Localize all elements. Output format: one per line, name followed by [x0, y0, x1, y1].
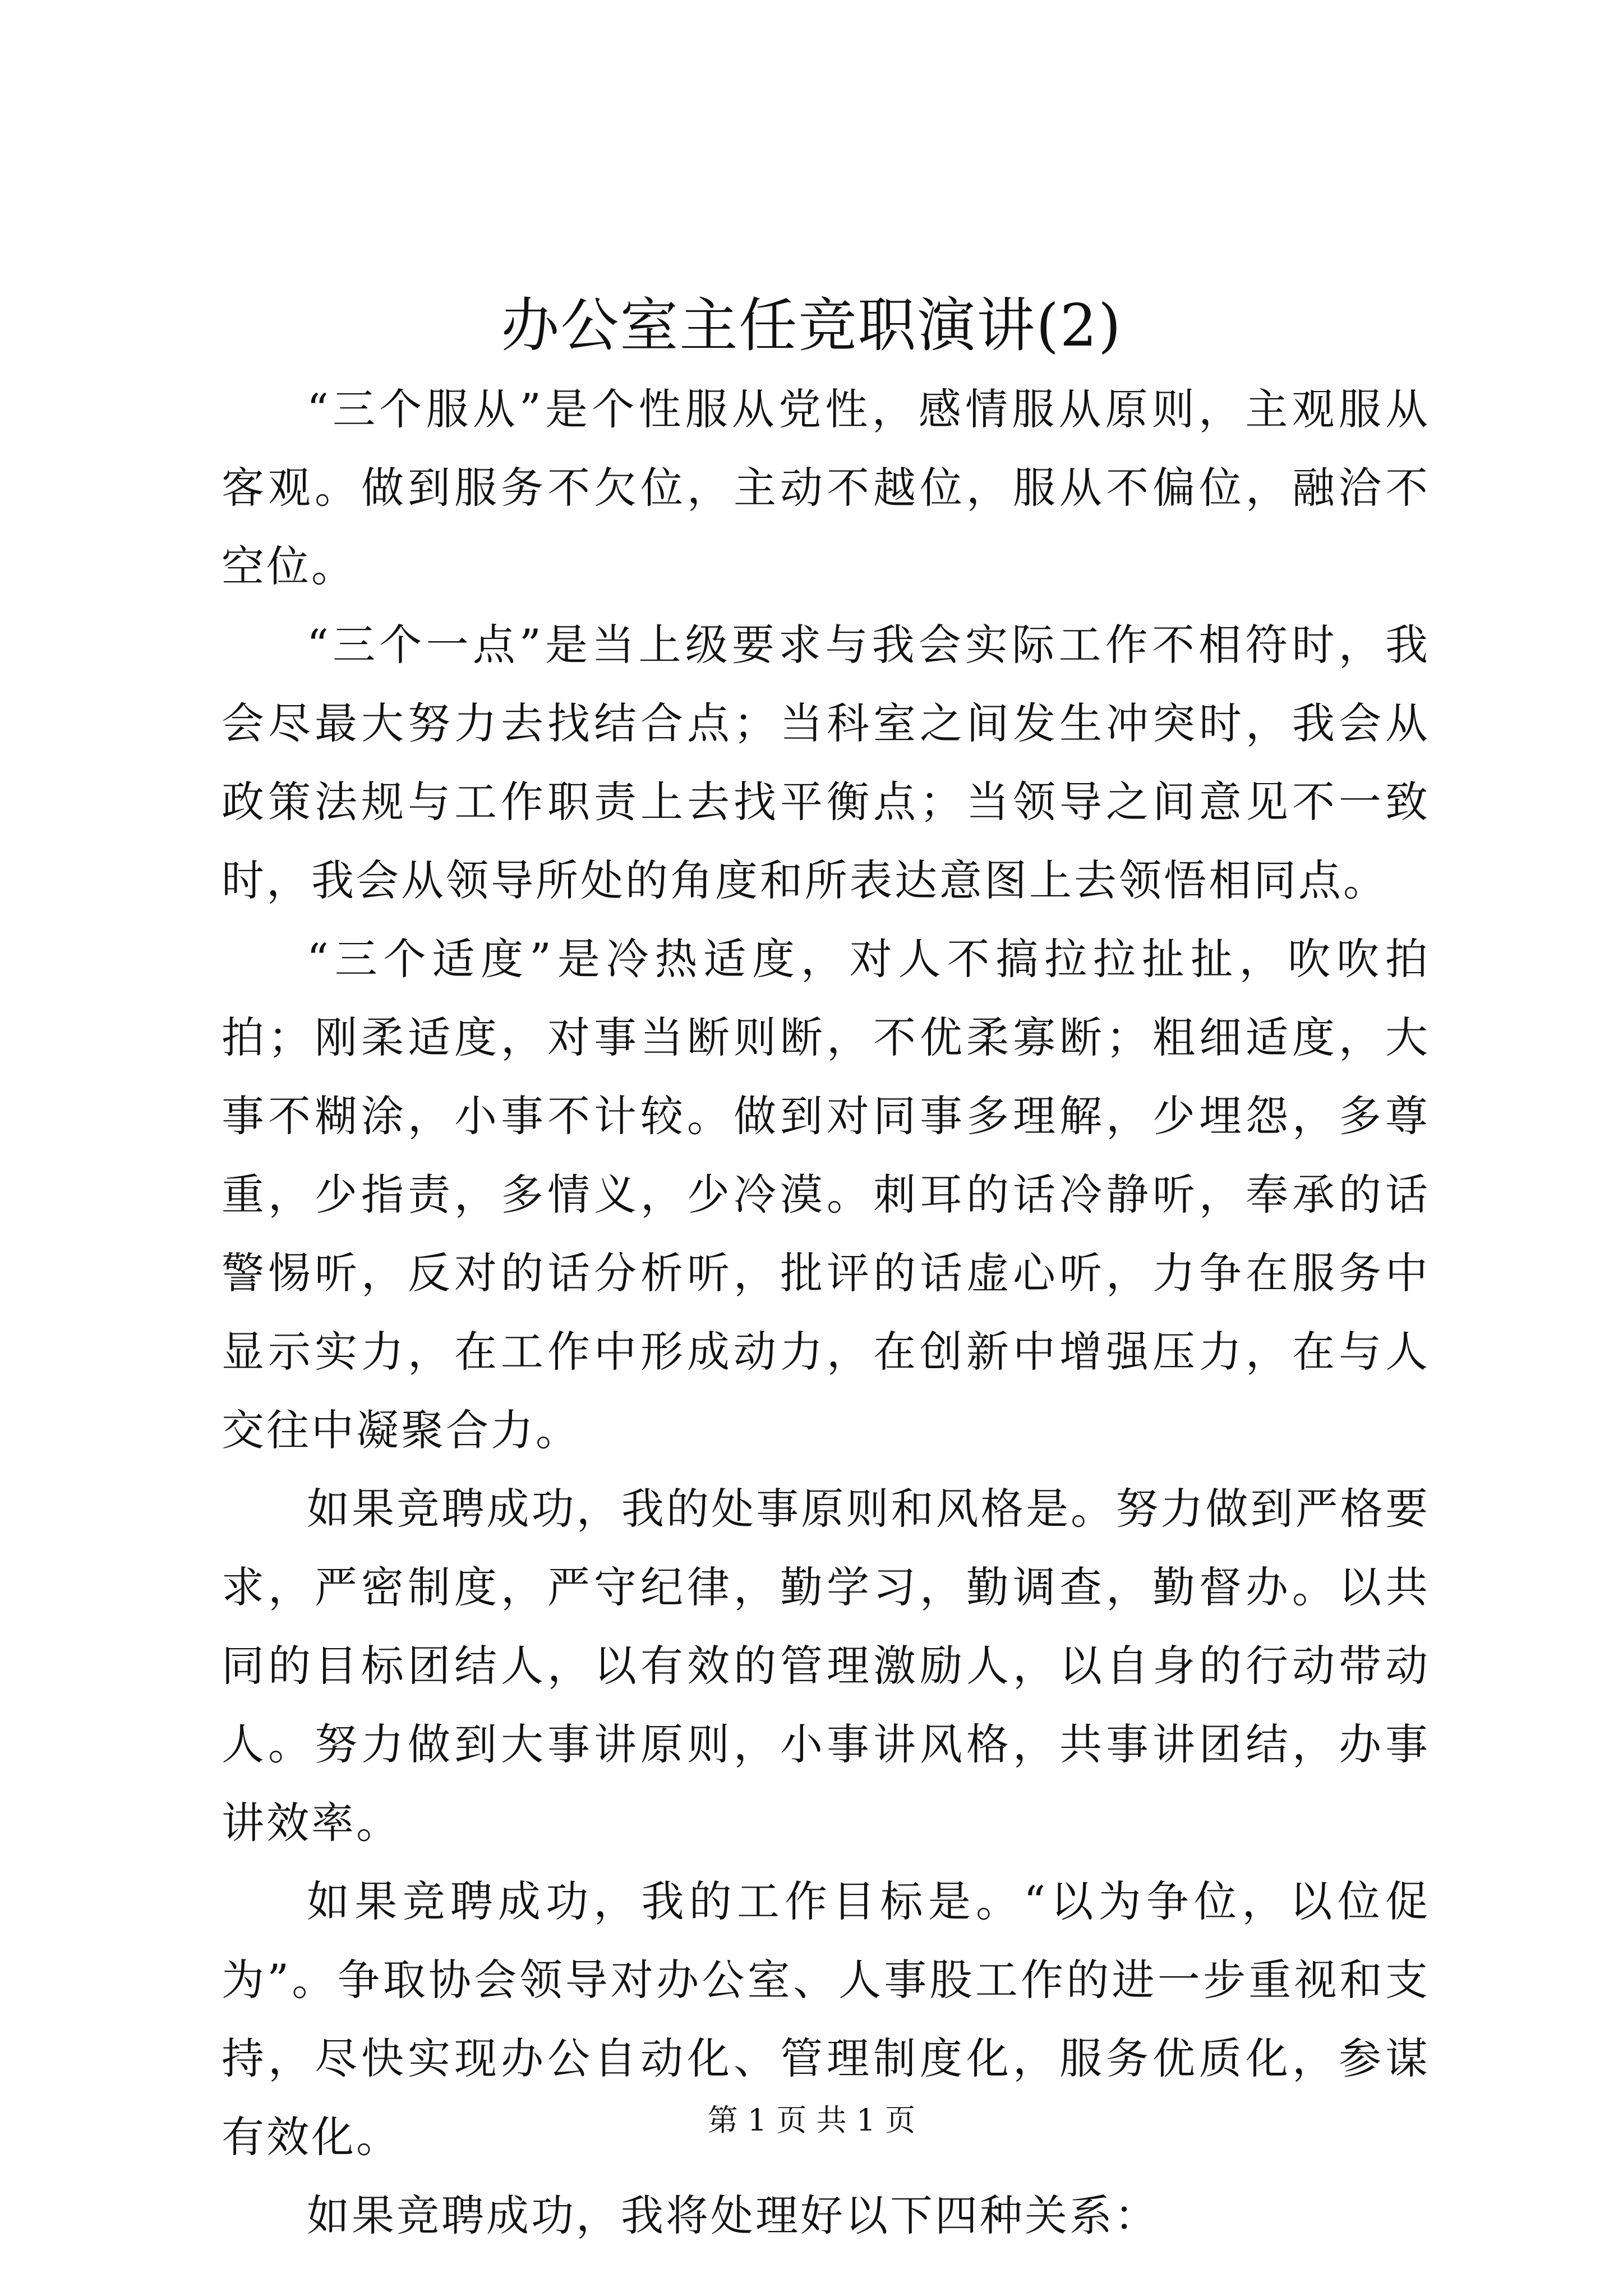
- paragraph-principles-and-style: 如果竞聘成功，我的处事原则和风格是。努力做到严格要求，严密制度，严守纪律，勤学习，勤调查，勤督办。以共同的目标团结人，以有效的管理激励人，以自身的行动带动人。努力做到大事讲原则，小事讲风格，共事讲团结，办事讲效率。: [222, 1484, 1430, 1848]
- paragraph-work-goals: 如果竞聘成功，我的工作目标是。“以为争位，以位促为”。争取协会领导对办公室、人事股工作的进一步重视和支持，尽快实现办公自动化、管理制度化，服务优质化，参谋有效化。: [222, 1876, 1430, 2162]
- page-number-footer: 第 1 页 共 1 页: [707, 2102, 916, 2138]
- document-body: [222, 370, 1430, 2255]
- paragraph-three-moderations: “三个适度”是冷热适度，对人不搞拉拉扯扯，吹吹拍拍；刚柔适度，对事当断则断，不优柔寡断；粗细适度，大事不糊涂，小事不计较。做到对同事多理解，少埋怨，多尊重，少指责，多情义，少冷漠。刺耳的话冷静听，奉承的话警惕听，反对的话分析听，批评的话虚心听，力争在服务中显示实力，在工作中形成动力，在创新中增强压力，在与人交往中凝聚合力。: [222, 934, 1430, 1455]
- paragraph-three-obediences: “三个服从”是个性服从党性，感情服从原则，主观服从客观。做到服务不欠位，主动不越位，服从不偏位，融洽不空位。: [222, 384, 1430, 591]
- paragraph-four-relationships: 如果竞聘成功，我将处理好以下四种关系：: [307, 2191, 1159, 2240]
- document-title: 办公室主任竞职演讲(2): [501, 291, 1122, 360]
- paragraph-three-points: “三个一点”是当上级要求与我会实际工作不相符时，我会尽最大努力去找结合点；当科室之间发生冲突时，我会从政策法规与工作职责上去找平衡点；当领导之间意见不一致时，我会从领导所处的角度和所表达意图上去领悟相同点。: [222, 620, 1430, 905]
